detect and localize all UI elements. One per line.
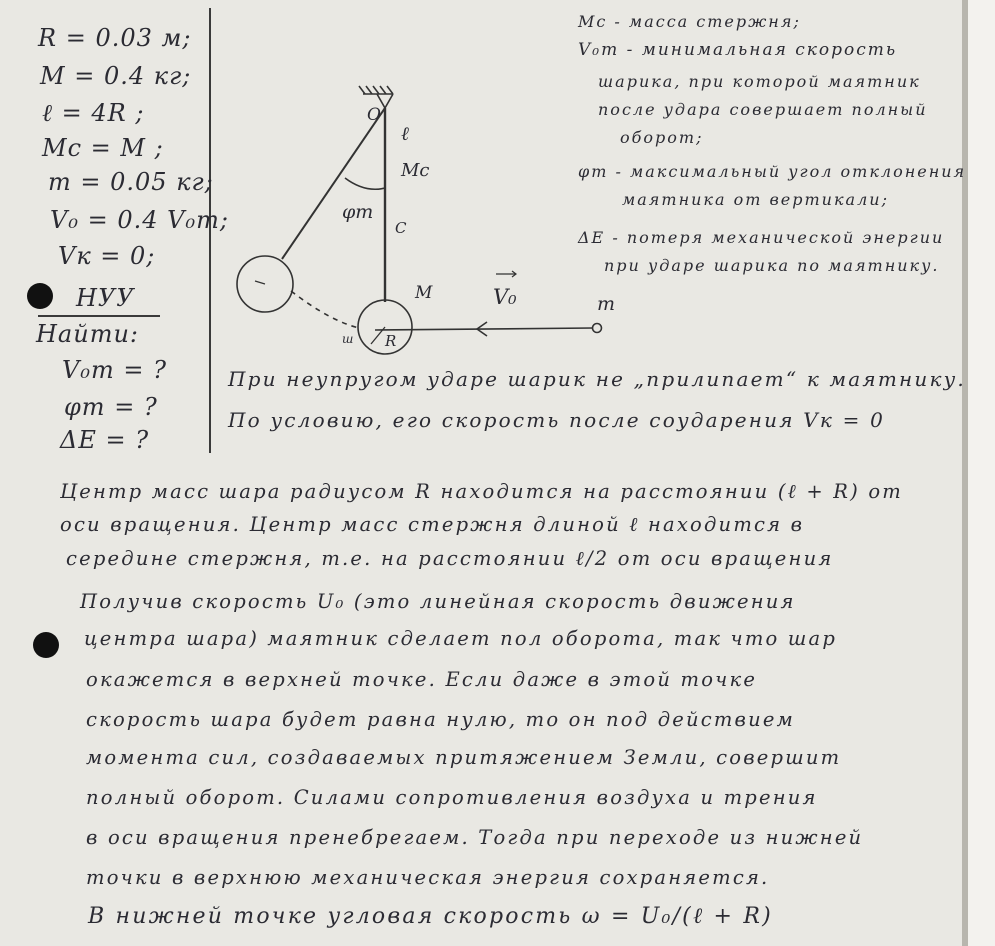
note-rod-mass: Mc - масса стержня; xyxy=(578,12,801,31)
body-line-8: момента сил, создаваемых притяжением Земли, совершит xyxy=(86,746,842,769)
angle-arc xyxy=(345,178,385,189)
find-label: Найти: xyxy=(36,320,139,348)
given-radius: R = 0.03 м; xyxy=(38,24,192,52)
velocity-label: V₀ xyxy=(493,285,517,309)
punch-hole-upper xyxy=(27,283,53,309)
note-vom-line2: шарика, при которой маятник xyxy=(598,72,921,91)
given-ball-mass: M = 0.4 кг; xyxy=(40,62,192,90)
rod-mass-label: Mc xyxy=(401,160,430,181)
statement-line1: При неупругом ударе шарик не „прилипает“ к маятнику. xyxy=(228,367,966,391)
angle-label: φm xyxy=(342,201,374,223)
find-angle: φm = ? xyxy=(64,393,158,421)
note-vom-line4: оборот; xyxy=(620,128,704,147)
note-vom-line3: после удара совершает полный xyxy=(598,100,928,119)
page-edge xyxy=(968,0,995,946)
trajectory-arc xyxy=(291,291,359,328)
body-line-9: полный оборот. Силами сопротивления воздуха и трения xyxy=(86,786,818,809)
given-rod-length: ℓ = 4R ; xyxy=(42,99,145,127)
rod-deflected xyxy=(282,108,385,259)
body-line-1: Центр масс шара радиусом R находится на расстоянии (ℓ + R) от xyxy=(60,480,903,503)
rod-length-label: ℓ xyxy=(401,123,409,145)
body-line-6: окажется в верхней точке. Если даже в этой точке xyxy=(86,668,758,691)
note-vom-line1: V₀m - минимальная скорость xyxy=(578,40,898,60)
given-initial-speed: V₀ = 0.4 V₀m; xyxy=(50,206,229,234)
body-line-11: точки в верхнюю механическая энергия сохраняется. xyxy=(86,866,770,889)
find-energy-loss: ΔE = ? xyxy=(60,426,150,454)
radius-label: R xyxy=(385,332,397,350)
pendulum-diagram xyxy=(225,78,625,368)
note-phi-line1: φm - максимальный угол отклонения xyxy=(578,162,967,181)
body-line-12: В нижней точке угловая скорость ω = U₀/(ℓ + R) xyxy=(88,904,773,929)
body-line-7: скорость шара будет равна нулю, то он под действием xyxy=(86,708,795,731)
body-line-3: середине стержня, т.е. на расстоянии ℓ/2 от оси вращения xyxy=(66,547,834,570)
given-separator-line xyxy=(38,315,160,317)
given-small-mass: m = 0.05 кг; xyxy=(48,168,214,196)
body-line-5: центра шара) маятник сделает пол оборота, так что шар xyxy=(84,627,838,650)
given-condition: НУУ xyxy=(76,284,135,312)
rod-center-label: C xyxy=(395,219,407,237)
body-line-4: Получив скорость U₀ (это линейная скорость движения xyxy=(80,590,796,613)
note-energy-line2: при ударе шарика по маятнику. xyxy=(604,256,940,275)
projectile-dot xyxy=(593,324,602,333)
given-final-speed: Vк = 0; xyxy=(58,242,156,270)
punch-hole-lower xyxy=(33,632,59,658)
ball-mass-label: M xyxy=(415,283,433,303)
velocity-line xyxy=(375,328,593,330)
ball-label: ш xyxy=(342,332,354,346)
body-line-2: оси вращения. Центр масс стержня длиной ℓ находится в xyxy=(60,513,805,536)
note-energy-line1: ΔE - потеря механической энергии xyxy=(578,228,945,247)
ceiling-hatch xyxy=(359,86,365,94)
note-phi-line2: маятника от вертикали; xyxy=(622,190,889,209)
projectile-label: m xyxy=(597,293,616,315)
pivot-label: O xyxy=(367,105,381,125)
find-velocity: V₀m = ? xyxy=(62,356,167,384)
body-line-10: в оси вращения пренебрегаем. Тогда при переходе из нижней xyxy=(86,826,864,849)
given-rod-mass: Mc = M ; xyxy=(42,134,164,162)
statement-line2: По условию, его скорость после соударения Vк = 0 xyxy=(228,408,886,432)
